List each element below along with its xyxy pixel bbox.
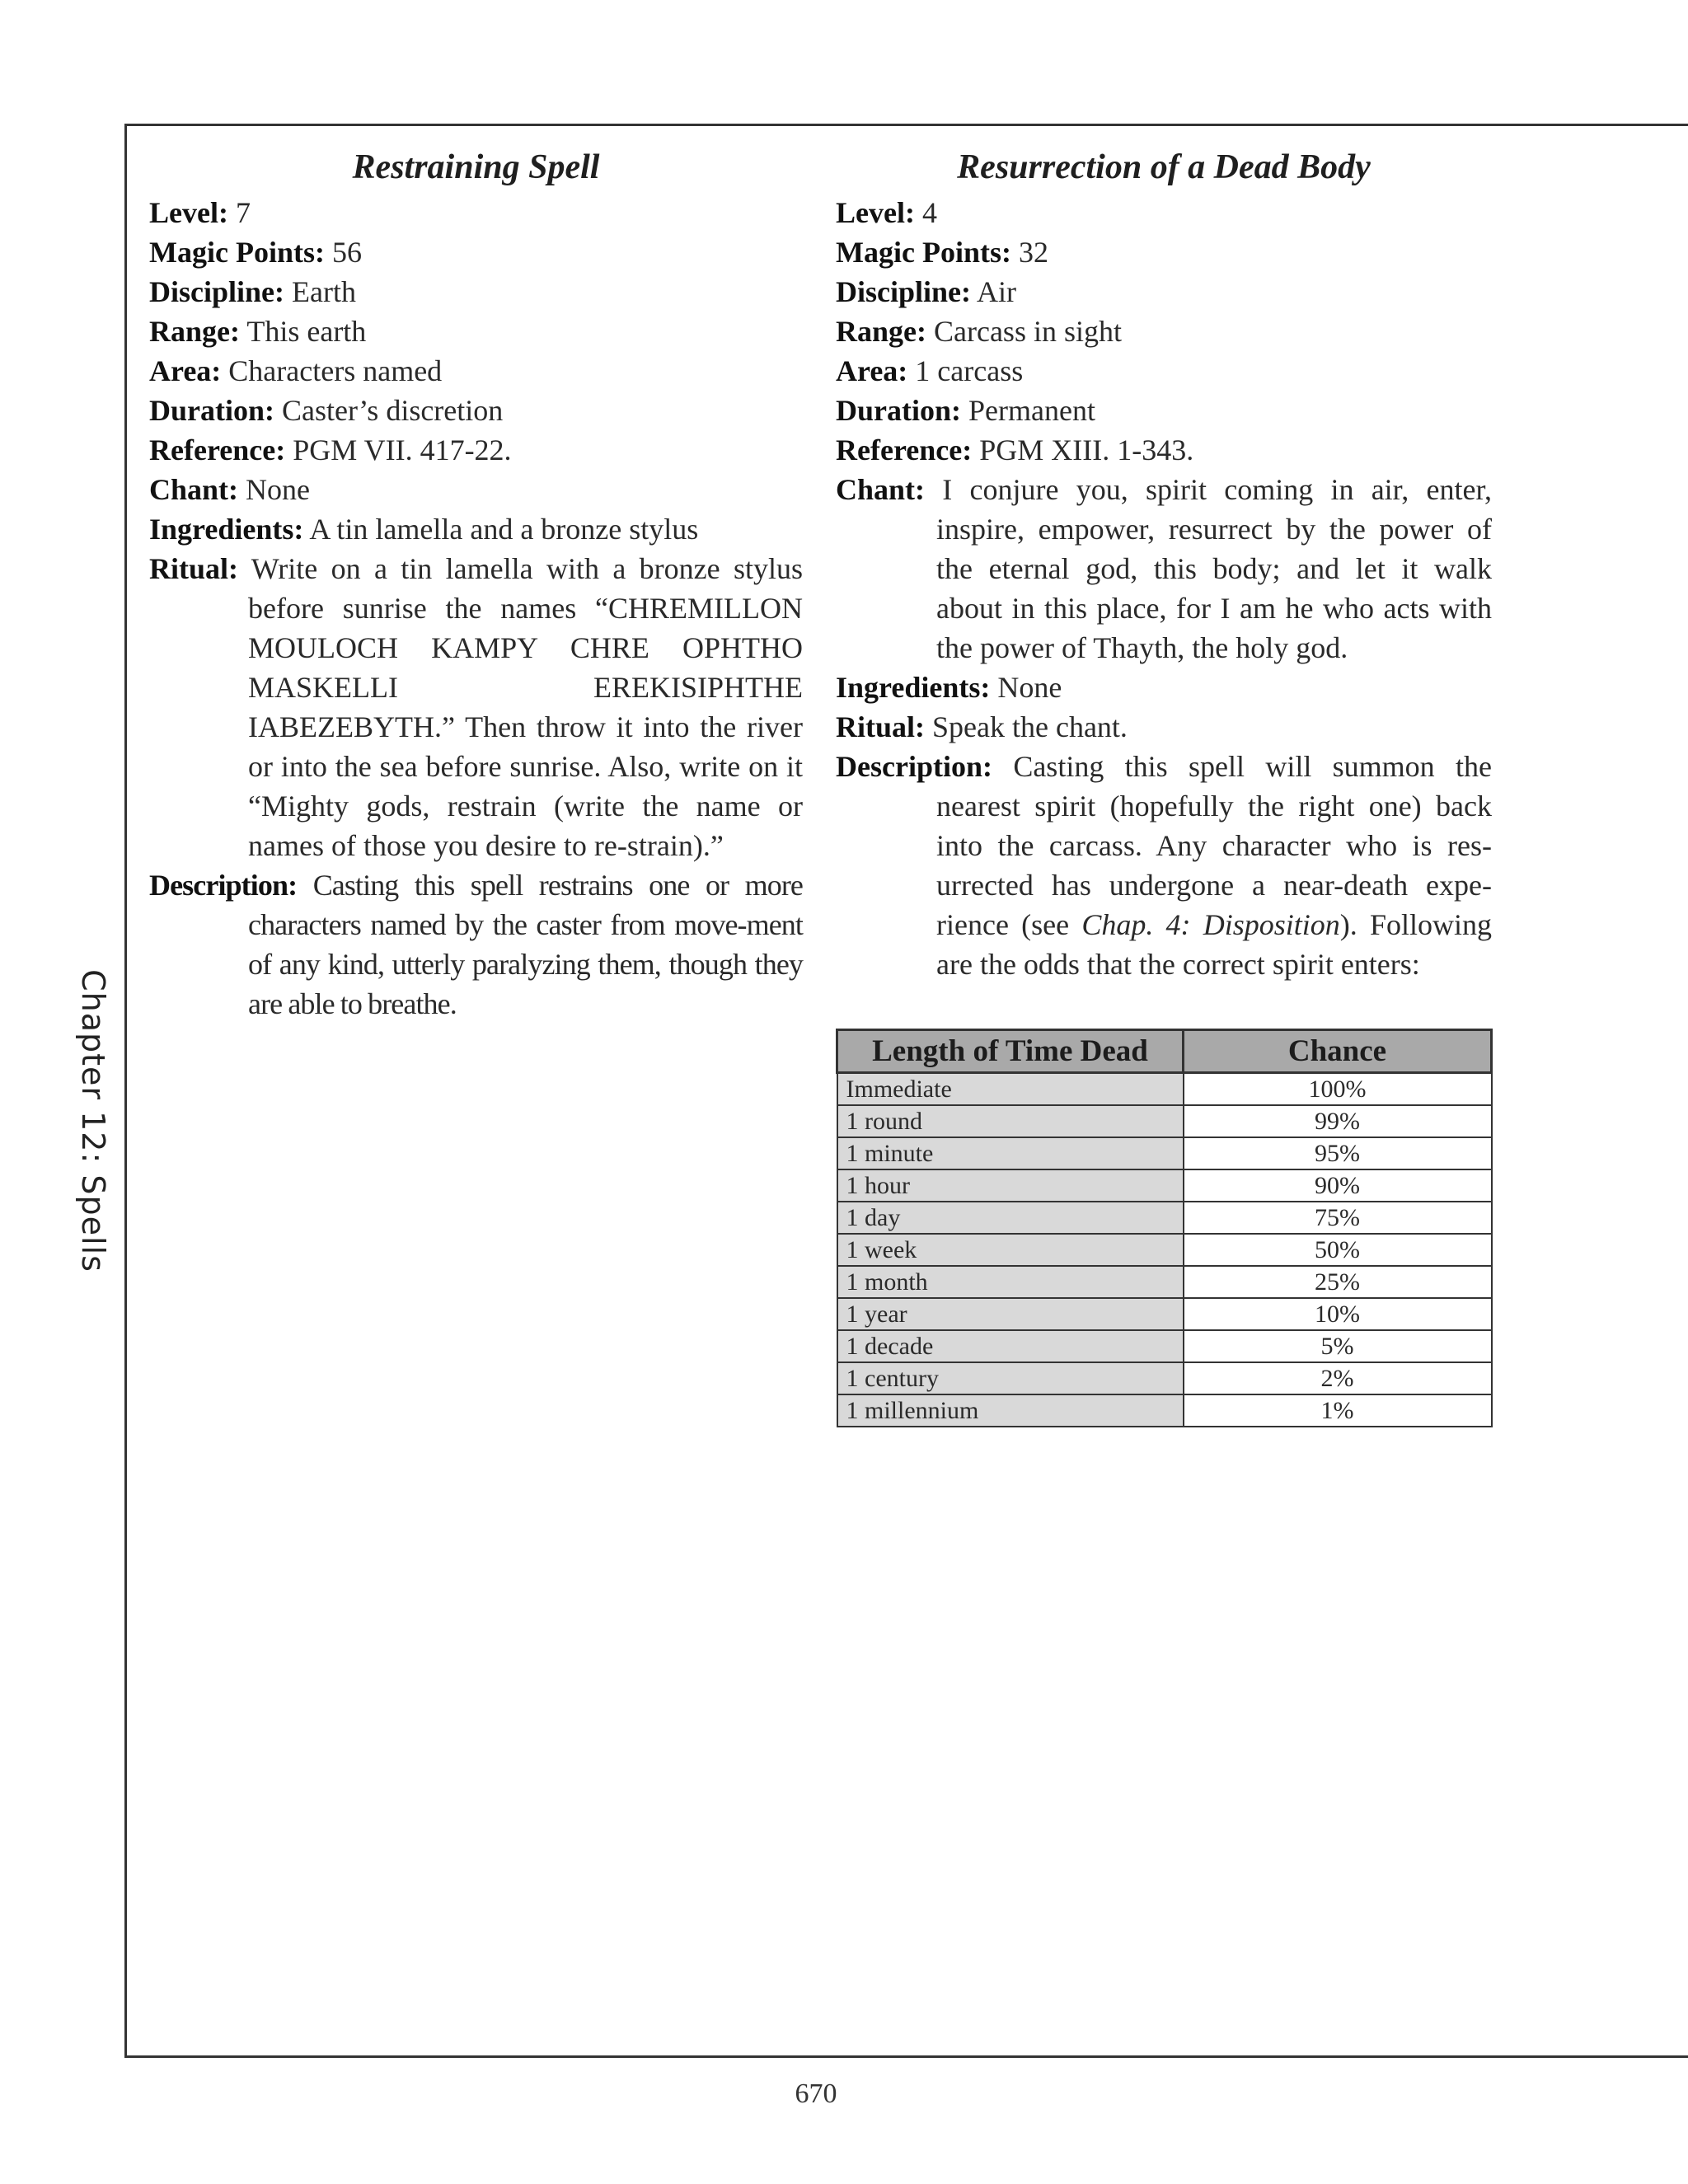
field-value: A tin lamella and a bronze stylus [309,513,699,546]
field-label: Chant: [149,473,239,506]
field-label: Reference: [836,434,973,466]
left-spell-column [149,142,803,1024]
chapter-side-label: Chapter 12: Spells [75,969,111,1272]
spell-chant [836,470,1492,668]
chance-cell: 25% [1184,1266,1492,1298]
description-label: Description: [836,750,992,783]
spell-field-ingredients [149,509,803,549]
field-label: Ingredients: [149,513,304,546]
table-row [837,1137,1492,1169]
field-value: 7 [235,196,251,229]
chance-cell: 10% [1184,1298,1492,1330]
chapter-reference: Chap. 4: Disposition [1081,908,1340,941]
field-label: Area: [836,354,908,387]
description-text: Casting this spell will summon the nearest spirit (hopefully the right one) back into the carcass. Any character who is res-urrected has undergone a near-death expe-rience (see [936,750,1492,941]
spell-field-discipline [149,272,803,312]
field-value: None [997,671,1062,704]
field-value: PGM XIII. 1-343. [979,434,1194,466]
field-value: Air [977,275,1017,308]
field-value: None [246,473,311,506]
time-dead-cell: 1 decade [837,1330,1184,1362]
field-value: Permanent [968,394,1095,427]
table-header-cell: Chance [1184,1030,1492,1073]
spell-ritual [149,549,803,865]
field-label: Ingredients: [836,671,991,704]
ritual-text: Write on a tin lamella with a bronze stylus before sunrise the names “CHREMILLON MOULOCH KAMPY CHRE OPHTHO MASKELLI EREKISIPHTHE IABEZEBYTH.” Then throw it into the river or into the sea before sunrise. Also, write on it “Mighty gods, restrain (write the name or names of those you desire to re-strain).” [248,552,803,862]
field-value: Earth [292,275,356,308]
spell-field-duration [836,391,1492,430]
description-text: ). Following are the odds that the correct spirit enters: [936,908,1492,981]
time-dead-cell: Immediate [837,1073,1184,1106]
description-label: Description: [149,869,298,902]
chance-cell: 5% [1184,1330,1492,1362]
time-dead-cell: 1 millennium [837,1394,1184,1427]
spell-title: Restraining Spell [352,148,600,186]
page-number: 670 [795,2079,837,2109]
spell-field-magic-points [149,232,803,272]
table-row [837,1394,1492,1427]
field-label: Discipline: [836,275,972,308]
spell-field-ritual [836,707,1492,747]
time-dead-cell: 1 minute [837,1137,1184,1169]
spell-field-area [149,351,803,391]
field-label: Discipline: [149,275,285,308]
field-value: Carcass in sight [934,315,1122,348]
field-label: Level: [149,196,228,229]
field-label: Magic Points: [836,236,1011,269]
spell-title: Resurrection of a Dead Body [957,148,1371,186]
field-label: Range: [149,315,240,348]
field-label: Ritual: [836,710,925,743]
chance-cell: 75% [1184,1202,1492,1234]
ritual-label: Ritual: [149,552,238,585]
field-value: 4 [921,196,937,229]
spell-field-duration [149,391,803,430]
field-label: Reference: [149,434,286,466]
spell-field-ingredients [836,668,1492,707]
field-label: Area: [149,354,222,387]
table-body [837,1073,1492,1427]
table-row [837,1169,1492,1202]
table-row [837,1105,1492,1137]
chant-label: Chant: [836,473,926,506]
time-dead-cell: 1 month [837,1266,1184,1298]
right-spell-column [836,142,1492,984]
spell-field-chant [149,470,803,509]
spell-field-range [149,312,803,351]
chance-cell: 95% [1184,1137,1492,1169]
field-label: Duration: [149,394,274,427]
field-value: Speak the chant. [932,710,1128,743]
table-row [837,1362,1492,1394]
table-header-row [837,1030,1492,1073]
spell-field-level [836,193,1492,232]
chance-cell: 100% [1184,1073,1492,1106]
spell-field-discipline [836,272,1492,312]
spell-description [836,747,1492,984]
chance-cell: 50% [1184,1234,1492,1266]
field-label: Level: [836,196,915,229]
field-value: 32 [1018,236,1048,269]
spell-field-level [149,193,803,232]
spirit-odds-table [836,1029,1493,1427]
field-value: 56 [331,236,362,269]
time-dead-cell: 1 round [837,1105,1184,1137]
spell-field-area [836,351,1492,391]
field-value: This earth [246,315,367,348]
table-row [837,1202,1492,1234]
table-row [837,1234,1492,1266]
field-value: PGM VII. 417-22. [293,434,512,466]
spell-description [149,865,803,1024]
field-value: 1 carcass [915,354,1024,387]
time-dead-cell: 1 day [837,1202,1184,1234]
time-dead-cell: 1 hour [837,1169,1184,1202]
field-label: Duration: [836,394,961,427]
spell-field-magic-points [836,232,1492,272]
time-dead-cell: 1 century [837,1362,1184,1394]
time-dead-cell: 1 week [837,1234,1184,1266]
field-label: Range: [836,315,926,348]
chance-cell: 90% [1184,1169,1492,1202]
spell-field-reference [149,430,803,470]
time-dead-cell: 1 year [837,1298,1184,1330]
table-header-cell: Length of Time Dead [837,1030,1184,1073]
chance-cell: 2% [1184,1362,1492,1394]
description-text: Casting this spell restrains one or more characters named by the caster from move-ment of any kind, utterly paralyzing them, though they are able to breathe. [248,869,804,1020]
table-row [837,1330,1492,1362]
field-value: Caster’s discretion [282,394,504,427]
field-label: Magic Points: [149,236,325,269]
chant-text: I conjure you, spirit coming in air, enter, inspire, empower, resurrect by the power of the eternal god, this body; and let it walk about in this place, for I am he who acts with the power of Thayth, the holy god. [936,473,1492,664]
table-row [837,1298,1492,1330]
spell-field-reference [836,430,1492,470]
table-row [837,1073,1492,1106]
field-value: Characters named [228,354,443,387]
chance-cell: 1% [1184,1394,1492,1427]
spell-field-range [836,312,1492,351]
chance-cell: 99% [1184,1105,1492,1137]
table-row [837,1266,1492,1298]
